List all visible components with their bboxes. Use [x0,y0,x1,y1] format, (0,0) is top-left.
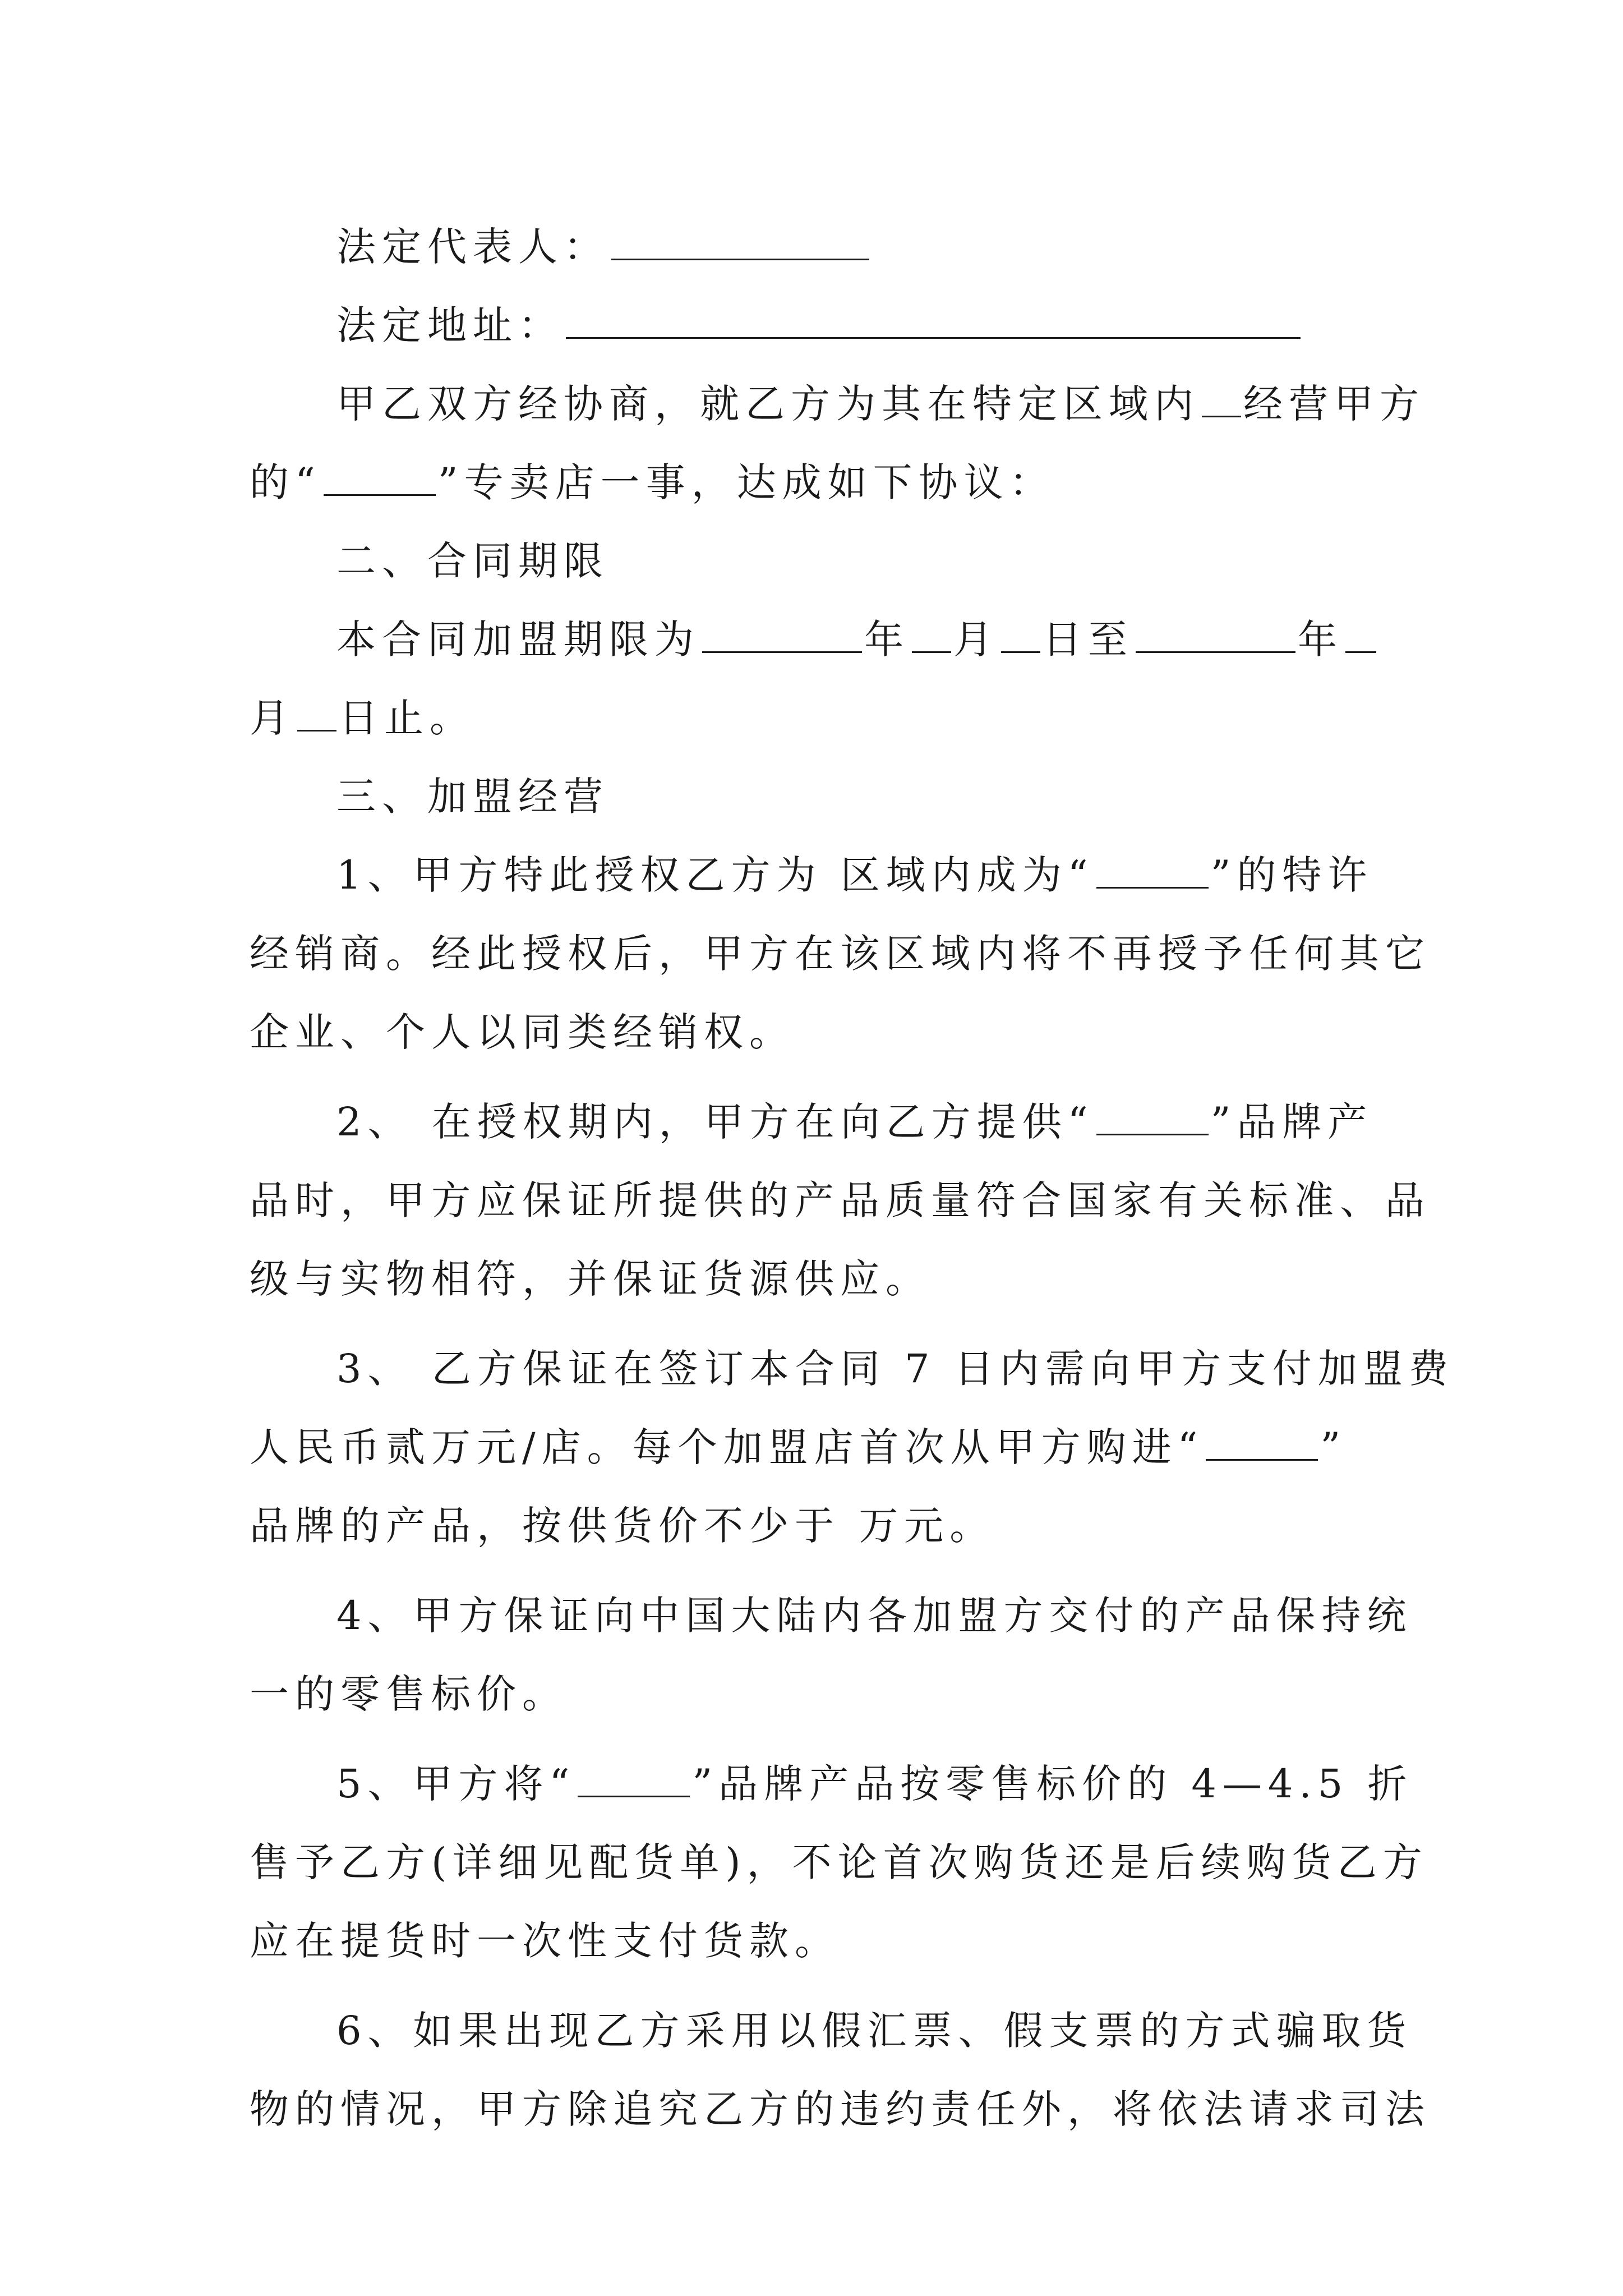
item-1-line-3 [250,993,1377,1071]
item-1-line-2 [250,914,1431,993]
term-start-year-blank [702,619,862,653]
item-6-text-1: 6、如果出现乙方采用以假汇票、假支票的方式骗取货 [336,2008,1413,2054]
brand-blank-item-5 [578,1763,690,1797]
term-line-2 [250,679,1377,757]
item-5-line-1 [250,1745,1413,1823]
representative-line [250,208,1377,286]
term-text: 本合同加盟期限为 [336,616,700,662]
item-3-text-2b: ” [1320,1424,1347,1470]
document-body [250,208,1454,2148]
item-5-text-b: ”品牌产品按零售标价的 4—4.5 折 [692,1761,1413,1807]
item-2-line-3 [250,1240,1377,1318]
item-1-line-1 [250,836,1377,914]
item-5-text-2: 售予乙方(详细见配货单)，不论首次购货还是后续购货乙方 [250,1839,1428,1885]
intro-line-2 [250,443,1377,522]
item-3-text-3: 品牌的产品，按供货价不少于 万元。 [250,1503,995,1549]
item-5-line-2 [250,1823,1428,1902]
item-5-line-3 [250,1902,1377,1980]
region-blank [1202,383,1241,417]
term-month-1: 月 [953,616,999,662]
section-3-heading [250,757,1377,836]
term-end-month-blank [1345,619,1376,653]
brand-blank-intro [324,462,436,496]
intro-text-1a: 甲乙双方经协商，就乙方为其在特定区域内 [336,381,1200,427]
item-5-text-3: 应在提货时一次性支付货款。 [250,1918,840,1964]
item-4-text-1: 4、甲方保证向中国大陆内各加盟方交付的产品保持统 [336,1593,1413,1639]
address-line [250,286,1377,365]
item-2-line-2 [250,1161,1431,1240]
item-2-text-b: ”品牌产 [1210,1099,1373,1145]
term-end-year-blank [1136,619,1295,653]
item-1-text-3: 企业、个人以同类经销权。 [250,1009,795,1055]
item-6-text-2: 物的情况，甲方除追究乙方的违约责任外，将依法请求司法 [250,2086,1431,2132]
item-3-line-3 [250,1487,1377,1565]
term-line-1 [250,600,1377,679]
item-3-text-2a: 人民币贰万元/店。每个加盟店首次从甲方购进“ [250,1424,1204,1470]
item-2-text-3: 级与实物相符，并保证货源供应。 [250,1256,931,1302]
intro-text-1b: 经营甲方 [1243,381,1425,427]
term-year-1: 年 [864,616,910,662]
item-2-line-1 [250,1083,1377,1161]
representative-blank [611,226,869,260]
intro-text-2b: ”专卖店一事，达成如下协议： [437,459,1055,505]
item-3-line-2 [250,1408,1377,1487]
section-2-heading [250,522,1377,600]
item-4-line-2 [250,1655,1377,1733]
term-end-text: 日止。 [339,695,475,741]
item-1-text-b: ”的特许 [1210,852,1373,898]
address-blank [566,305,1301,339]
item-5-text-a: 5、甲方将“ [336,1761,576,1807]
item-3-text-1: 3、 乙方保证在签订本合同 7 日内需向甲方支付加盟费 [336,1346,1454,1392]
term-end-day-blank [297,697,336,731]
item-3-line-1 [250,1329,1454,1408]
item-1-text-2: 经销商。经此授权后，甲方在该区域内将不再授予任何其它 [250,931,1431,977]
item-6-line-1 [250,1991,1413,2070]
section-2-title: 二、合同期限 [336,538,609,584]
term-day-to: 日至 [1043,616,1133,662]
item-2-text-2: 品时，甲方应保证所提供的产品质量符合国家有关标准、品 [250,1177,1431,1223]
brand-blank-item-1 [1096,854,1209,889]
brand-blank-item-2 [1096,1101,1209,1135]
section-3-title: 三、加盟经营 [336,774,609,820]
term-start-day-blank [1001,619,1040,653]
intro-text-2a: 的“ [250,459,321,505]
term-month-2: 月 [250,695,295,741]
intro-line-1 [250,365,1425,443]
item-4-line-1 [250,1576,1413,1655]
representative-label: 法定代表人： [336,224,609,270]
brand-blank-item-3 [1206,1427,1318,1461]
term-start-month-blank [912,619,951,653]
item-6-line-2 [250,2070,1431,2148]
item-4-text-2: 一的零售标价。 [250,1671,568,1717]
address-label: 法定地址： [336,302,564,348]
item-1-text-a: 1、甲方特此授权乙方为 区域内成为“ [336,852,1094,898]
term-year-2: 年 [1298,616,1343,662]
item-2-text-a: 2、 在授权期内，甲方在向乙方提供“ [336,1099,1094,1145]
